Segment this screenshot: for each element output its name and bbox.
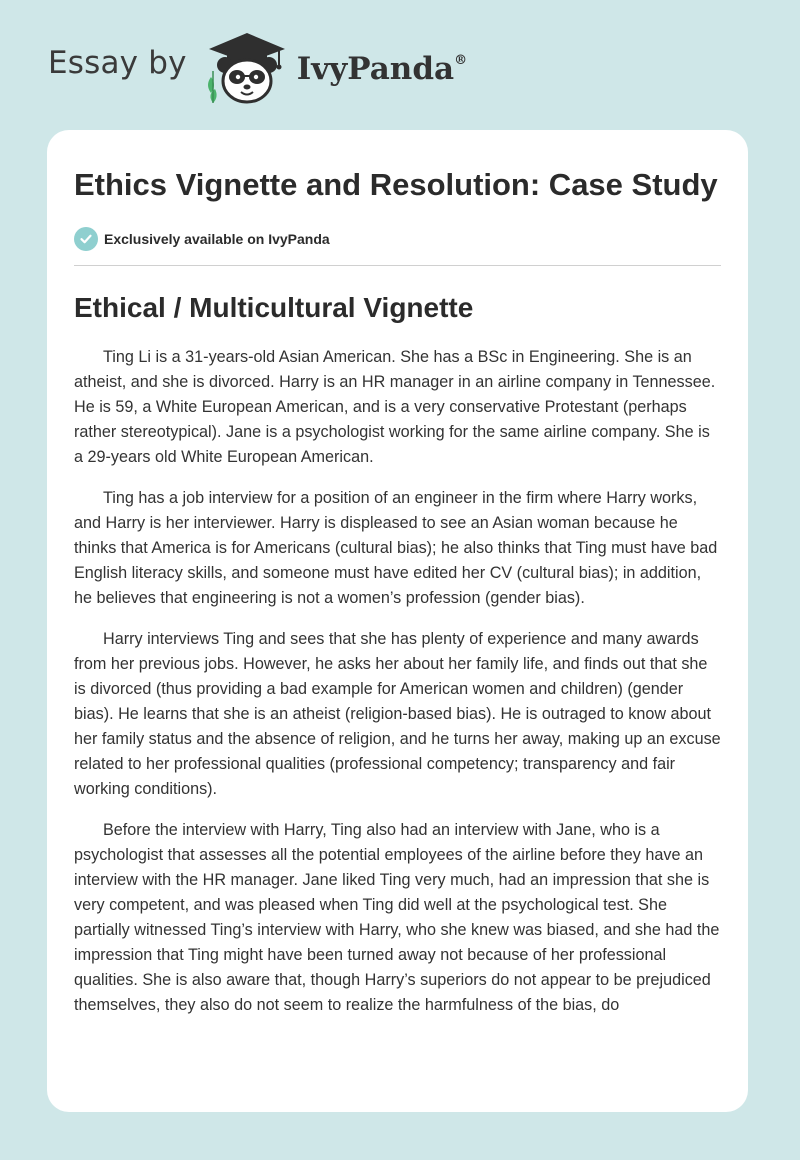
panda-logo-icon — [201, 27, 293, 105]
registered-mark: ® — [454, 53, 468, 68]
exclusive-badge — [74, 227, 721, 266]
paragraph: Ting has a job interview for a position of an engineer in the firm where Harry works, and Harry is her interviewer. Harry is displeased to see an Asian woman because he thinks that America is for Americans (cultural bias); he also thinks that Ting must have bad English literacy skills, and someone must have edited her CV (cultural bias); in addition, he believes that engineering is not a women’s profession (gender bias). — [74, 489, 718, 607]
article-card — [47, 130, 748, 1112]
ivypanda-logo[interactable] — [201, 27, 467, 105]
site-header — [48, 28, 467, 108]
brand-name: IvyPanda® — [296, 51, 468, 87]
page-title: Ethics Vignette and Resolution: Case Study — [74, 167, 718, 202]
exclusive-label: Exclusively available on IvyPanda — [104, 231, 330, 247]
paragraph: Ting Li is a 31-years-old Asian American. She has a BSc in Engineering. She is an atheist, and she is divorced. Harry is an HR manager in an airline company in Tennessee. He is 59, a White European American, and is a very conservative Protestant (perhaps rather stereotypical). Jane is a psychologist working for the same airline company. She is a 29-years old White European American. — [74, 348, 716, 466]
paragraph: Harry interviews Ting and sees that she has plenty of experience and many awards from her previous jobs. However, he asks her about her family life, and finds out that she is divorced (thus providing a bad example for American women and children) (gender bias). He learns that she is an atheist (religion-based bias). He is outraged to know about her family status and the absence of religion, and he turns her away, making up an excuse related to her professional qualities (professional competency; transparency and fair working conditions). — [74, 630, 721, 798]
check-icon — [74, 227, 98, 251]
essay-by-label: Essay by — [48, 45, 187, 81]
paragraph: Before the interview with Harry, Ting also had an interview with Jane, who is a psychologist that assesses all the potential employees of the airline before they have an interview with the HR manager. Jane liked Ting very much, had an impression that she is very competent, and was pleased when Ting did well at the psychological test. She partially witnessed Ting’s interview with Harry, who she knew was biased, and she had the impression that Ting might have been turned away not because of her professional qualities. She is also aware that, though Harry’s superiors do not appear to be prejudiced themselves, they also do not seem to realize the harmfulness of the bias, do — [74, 821, 720, 1014]
section-heading: Ethical / Multicultural Vignette — [74, 292, 474, 323]
